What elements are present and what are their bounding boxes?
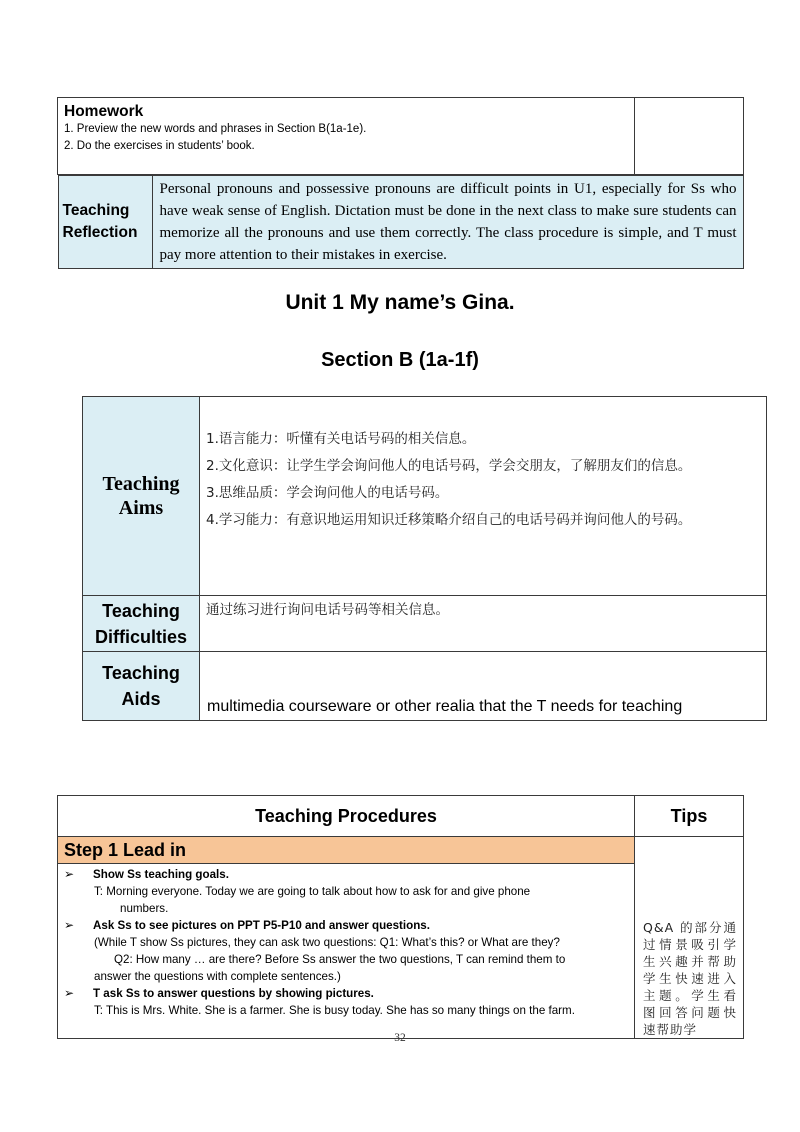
reflection-label-line2: Reflection — [62, 224, 138, 241]
bullet-text: Show Ss teaching goals. — [93, 868, 229, 882]
homework-item: 2. Do the exercises in students’ book. — [64, 140, 255, 152]
difficulties-label-line1: Teaching — [102, 600, 180, 621]
reflection-label — [58, 176, 152, 269]
arrow-bullet-icon: ➢ — [64, 918, 75, 933]
aids-content: multimedia courseware or other realia that the T needs for teaching — [200, 652, 767, 721]
aim-item: 3.思维品质：学会询问他人的电话号码。 — [206, 485, 449, 501]
detail-line: answer the questions with complete sentences.) — [94, 970, 341, 984]
homework-empty-cell — [635, 98, 744, 175]
aims-content — [200, 397, 767, 596]
detail-line: T: Morning everyone. Today we are going to talk about how to ask for and give phone — [94, 885, 531, 899]
list-item — [64, 917, 628, 934]
homework-title: Homework — [64, 103, 144, 120]
aim-item: 2.文化意识：让学生学会询问他人的电话号码，学会交朋友，了解朋友们的信息。 — [206, 458, 692, 474]
unit-title: Unit 1 My name’s Gina. — [285, 291, 515, 314]
list-item — [64, 866, 628, 883]
difficulties-label — [83, 596, 200, 652]
procedures-table — [57, 795, 744, 1039]
reflection-label-line1: Teaching — [62, 202, 130, 219]
procedures-header: Teaching Procedures — [58, 796, 635, 837]
aim-item: 4.学习能力：有意识地运用知识迁移策略介绍自己的电话号码并询问他人的号码。 — [206, 512, 692, 528]
detail-line: T: This is Mrs. White. She is a farmer. She is busy today. She has so many things on the farm. — [94, 1004, 575, 1018]
difficulties-label-line2: Difficulties — [94, 626, 187, 647]
aim-item: 1.语言能力：听懂有关电话号码的相关信息。 — [206, 431, 476, 447]
homework-item: 1. Preview the new words and phrases in Section B(1a-1e). — [64, 123, 367, 135]
detail-line: (While T show Ss pictures, they can ask two questions: Q1: What’s this? or What are they? — [94, 936, 560, 950]
page-number: 32 — [394, 1032, 406, 1044]
aids-label — [83, 652, 200, 721]
section-title: Section B (1a-1f) — [321, 349, 479, 371]
tips-header: Tips — [635, 796, 744, 837]
tips-content: Q&A 的部分通过情景吸引学生兴趣并帮助学生快速进入主题。学生看图回答问题快速帮助学 — [635, 837, 744, 1039]
bullet-text: T ask Ss to answer questions by showing pictures. — [93, 987, 374, 1001]
list-item — [64, 985, 628, 1002]
detail-line: Q2: How many … are there? Before Ss answer the two questions, T can remind them to — [114, 953, 566, 967]
teaching-info-table — [82, 396, 767, 721]
detail-line: numbers. — [120, 902, 169, 916]
aims-label-line2: Aims — [118, 497, 164, 519]
step1-title: Step 1 Lead in — [58, 837, 635, 864]
aims-label — [83, 397, 200, 596]
reflection-text: Personal pronouns and possessive pronouns are difficult points in U1, especially for Ss who have weak sense of English. Dictation must be done in the next class to make sure students can memorize all the pronouns and use them correctly. The class procedure is simple, and T must pay more attention to their mistakes in exercise. — [152, 176, 743, 269]
arrow-bullet-icon: ➢ — [64, 867, 75, 882]
homework-reflection-table — [57, 97, 744, 269]
arrow-bullet-icon: ➢ — [64, 986, 75, 1001]
homework-cell — [58, 98, 635, 175]
bullet-text: Ask Ss to see pictures on PPT P5-P10 and answer questions. — [93, 919, 430, 933]
step1-content — [58, 864, 635, 1039]
difficulties-content: 通过练习进行询问电话号码等相关信息。 — [200, 596, 767, 652]
aids-label-line2: Aids — [121, 689, 161, 709]
aids-label-line1: Teaching — [102, 663, 180, 683]
aims-label-line1: Teaching — [102, 473, 180, 495]
